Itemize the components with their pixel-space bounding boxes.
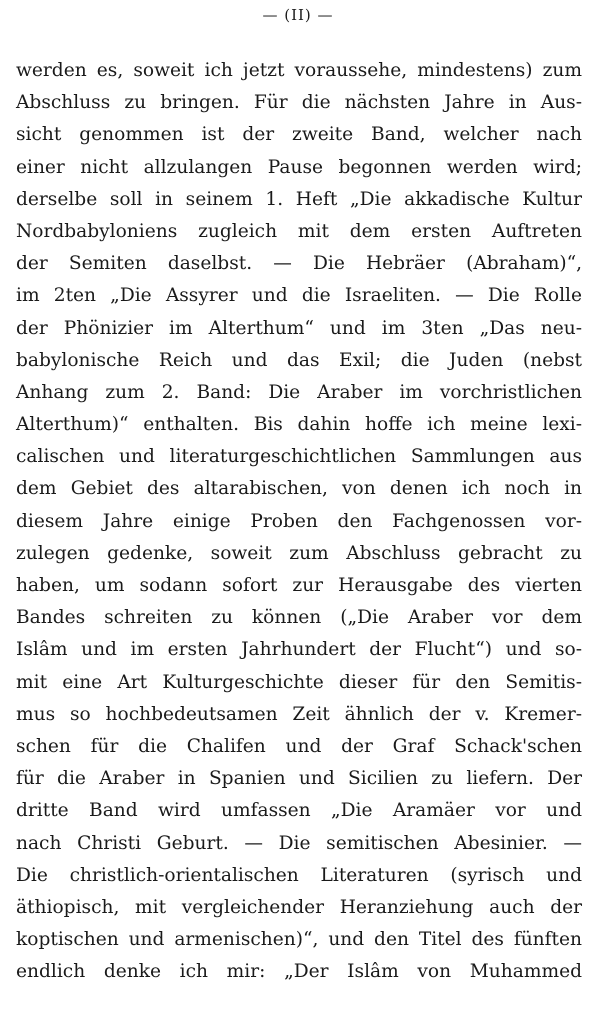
text-line: Anhang zum 2. Band: Die Araber im vorchristlichen <box>16 381 582 403</box>
text-line: Die christlich-orientalischen Literaturen (syrisch und <box>16 864 582 886</box>
text-line: der Phönizier im Alterthum“ und im 3ten „Das neu- <box>16 317 582 339</box>
text-line: calischen und literaturgeschichtlichen Sammlungen aus <box>16 446 582 468</box>
text-line: mus so hochbedeutsamen Zeit ähnlich der v. Kremer- <box>16 703 582 725</box>
text-line: mit eine Art Kulturgeschichte dieser für den Semitis- <box>16 671 582 693</box>
text-line: sicht genommen ist der zweite Band, welcher nach <box>16 124 582 146</box>
text-line: haben, um sodann sofort zur Herausgabe des vierten <box>16 575 582 596</box>
text-line: Abschluss zu bringen. Für die nächsten Jahre in Aus- <box>16 92 582 114</box>
text-line: im 2ten „Die Assyrer und die Israeliten. — Die Rolle <box>16 285 582 307</box>
text-line: diesem Jahre einige Proben den Fachgenossen vor- <box>16 510 582 532</box>
text-line: äthiopisch, mit vergleichender Heranziehung auch der <box>16 896 582 918</box>
text-line: Bandes schreiten zu können („Die Araber vor dem <box>16 607 582 629</box>
text-line: Islâm und im ersten Jahrhundert der Flucht“) und so- <box>16 639 582 661</box>
text-line: werden es, soweit ich jetzt voraussehe, mindestens) zum <box>16 60 582 81</box>
text-line: koptischen und armenischen)“, und den Titel des fünften <box>16 929 582 951</box>
text-line: babylonische Reich und das Exil; die Juden (nebst <box>16 349 582 371</box>
text-line: für die Araber in Spanien und Sicilien zu liefern. Der <box>16 768 582 790</box>
text-line: einer nicht allzulangen Pause begonnen werden wird; <box>16 156 582 178</box>
text-line: der Semiten daselbst. — Die Hebräer (Abraham)“, <box>16 253 582 275</box>
text-line: Nordbabyloniens zugleich mit dem ersten Auftreten <box>16 220 582 242</box>
page-header: — (II) — <box>262 6 334 24</box>
text-line: endlich denke ich mir: „Der Islâm von Muhammed <box>16 961 582 983</box>
text-line: nach Christi Geburt. — Die semitischen Abesinier. — <box>16 832 582 854</box>
text-line: Alterthum)“ enthalten. Bis dahin hoffe ich meine lexi- <box>16 414 582 436</box>
text-line: schen für die Chalifen und der Graf Schack'schen <box>16 735 582 757</box>
text-line: dritte Band wird umfassen „Die Aramäer vor und <box>16 800 582 822</box>
text-line: derselbe soll in seinem 1. Heft „Die akkadische Kultur <box>16 188 582 210</box>
body-text <box>16 55 582 988</box>
text-line: dem Gebiet des altarabischen, von denen ich noch in <box>16 478 582 500</box>
text-line: zulegen gedenke, soweit zum Abschluss gebracht zu <box>16 542 582 564</box>
